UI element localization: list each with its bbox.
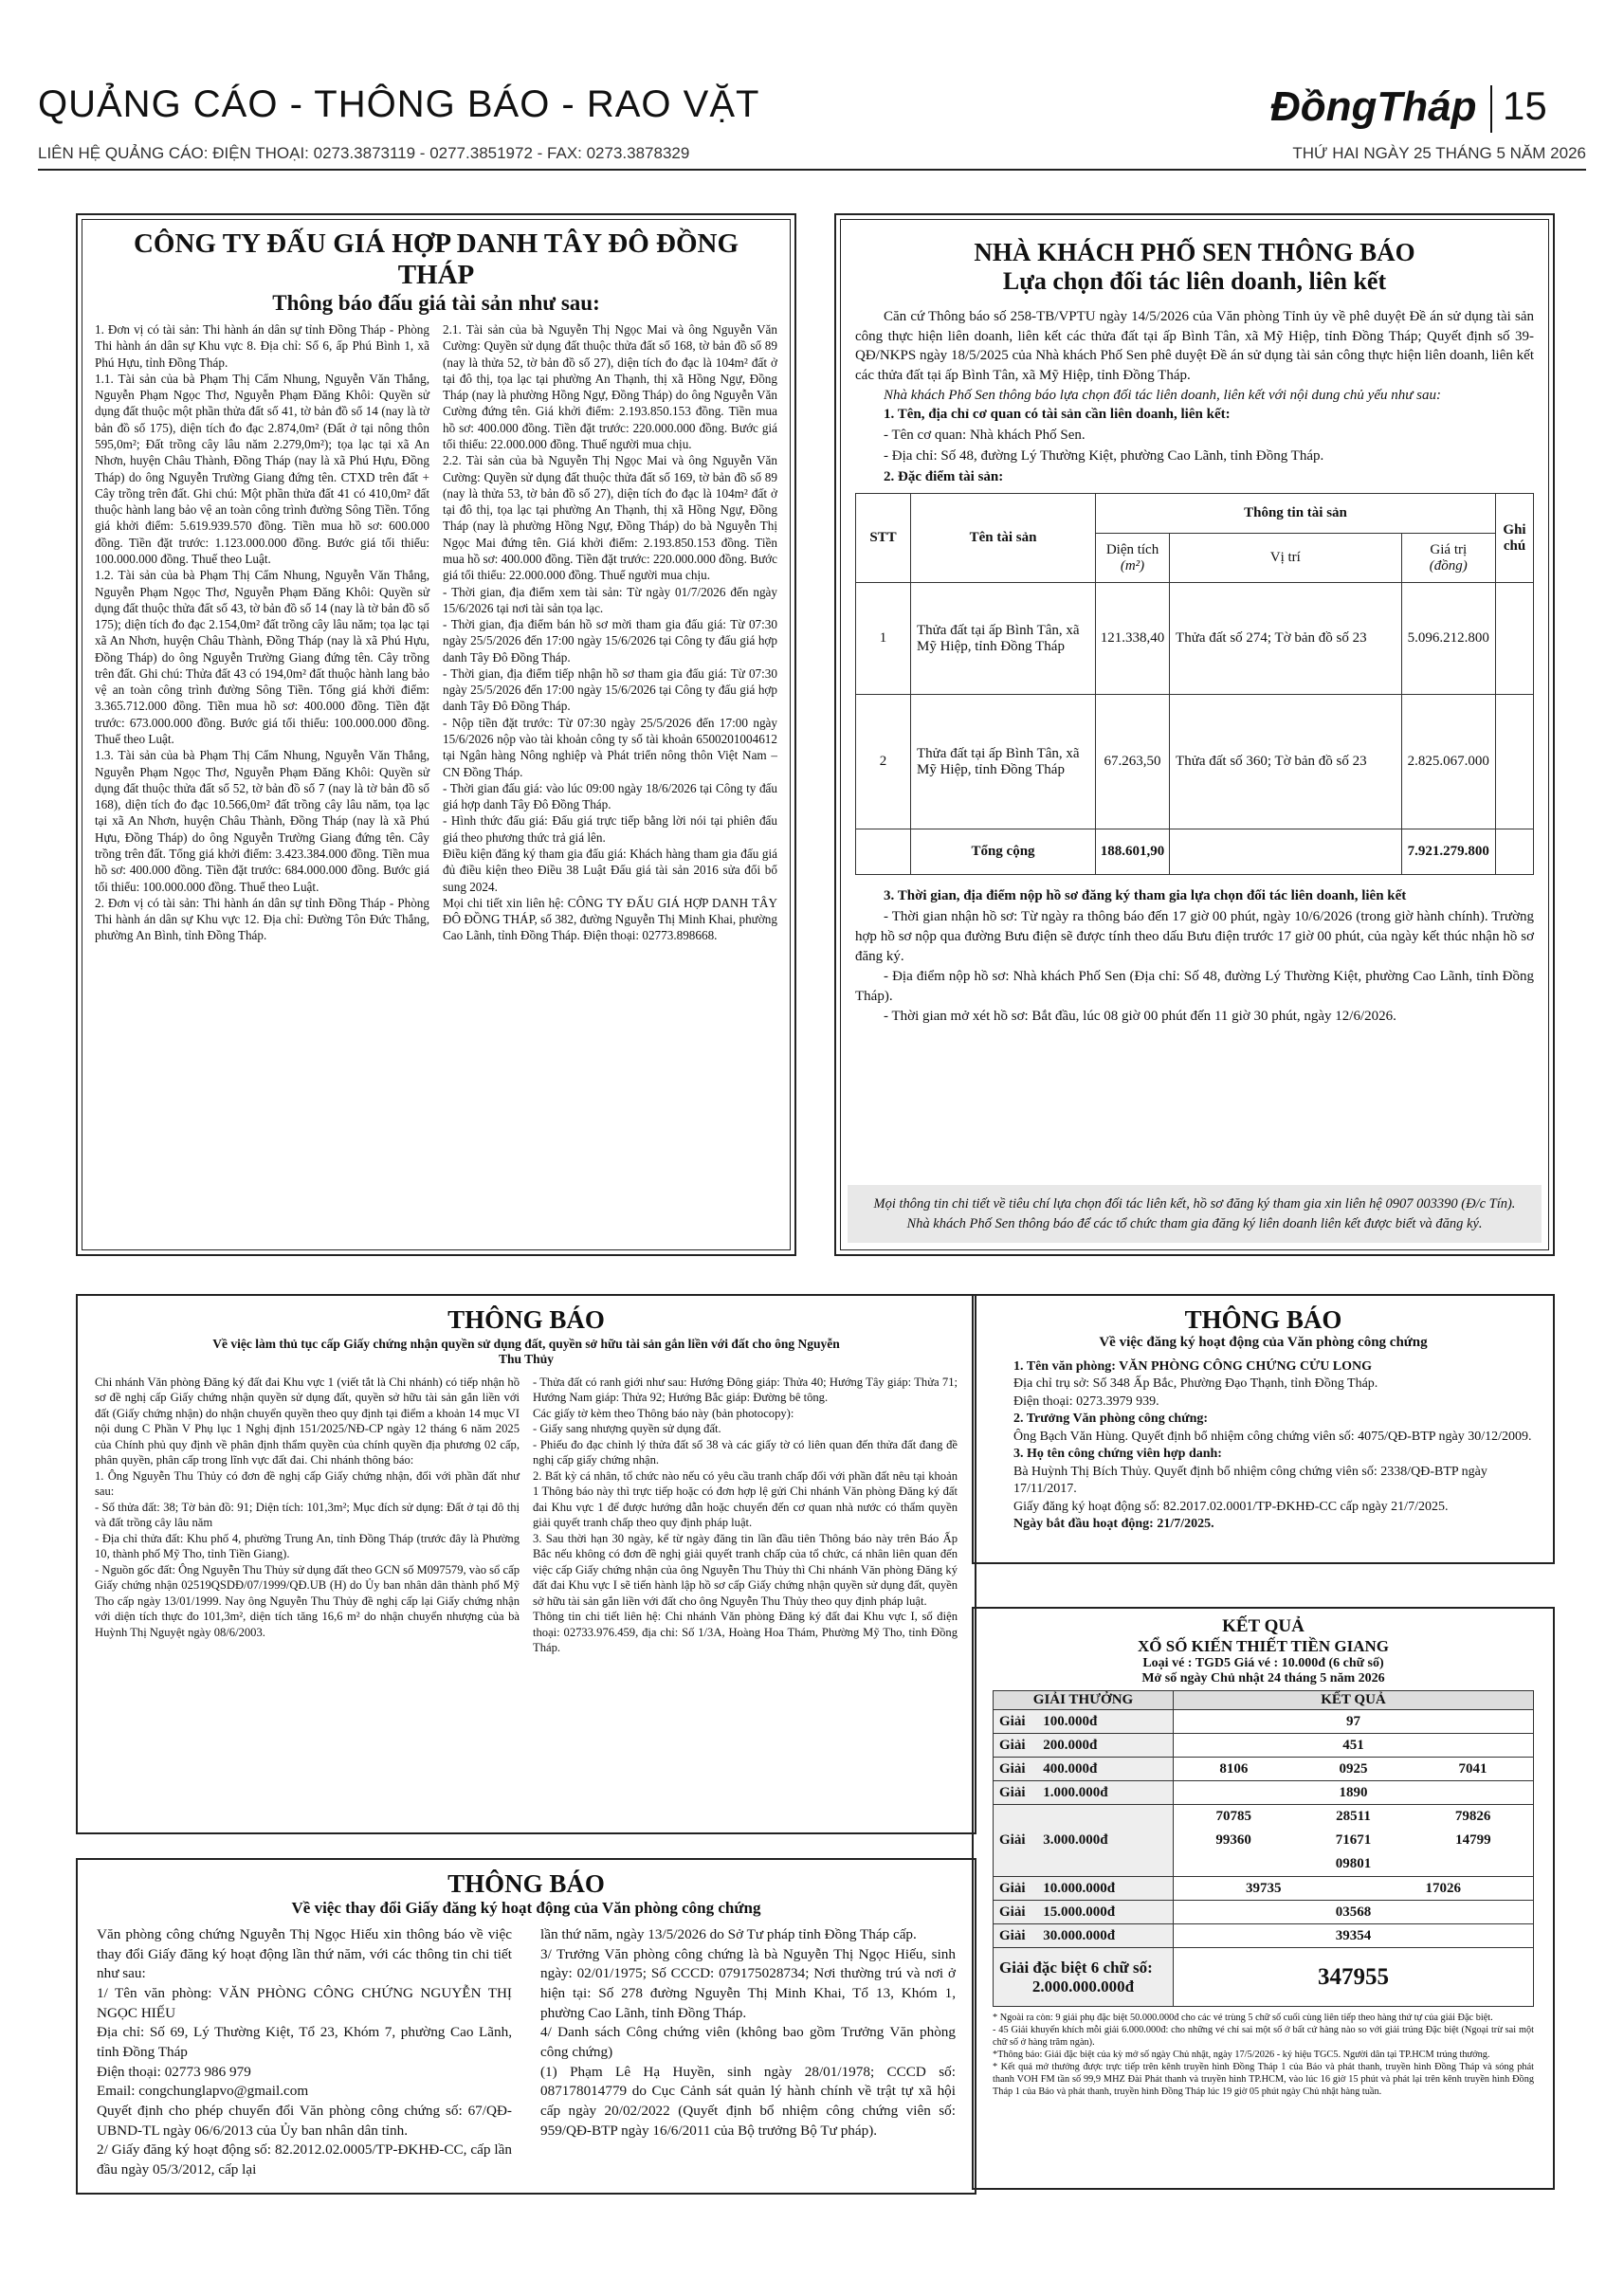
th-stt: STT [856,494,911,583]
notary1-l4: 2. Trưởng Văn phòng công chứng: [1013,1412,1209,1427]
notary1-subtitle: Về việc đăng ký hoạt động của Văn phòng công chứng [1099,1335,1428,1350]
guest-s1: 1. Tên, địa chỉ cơ quan có tài sản cần liên doanh, liên kết: [884,407,1231,423]
lottery-row: Giải 200.000đ 451 [994,1734,1534,1758]
lottery-special-row: Giải đặc biệt 6 chữ số: 2.000.000.000đ 347955 [994,1948,1534,2007]
lottery-row: Giải 15.000.000đ 03568 [994,1901,1534,1924]
guest-s3b: - Địa điểm nộp hồ sơ: Nhà khách Phố Sen (Địa chỉ: Số 48, đường Lý Thường Kiệt, phường Cao Lãnh, tỉnh Đồng Tháp). [855,969,1534,1005]
auction-title: CÔNG TY ĐẤU GIÁ HỢP DANH TÂY ĐÔ ĐỒNG THÁP [133,228,739,290]
lottery-row: Giải 100.000đ 97 [994,1710,1534,1734]
th-area: Diện tích (m²) [1096,534,1170,583]
page-number: 15 [1503,83,1547,128]
header-contact: LIÊN HỆ QUẢNG CÁO: ĐIỆN THOẠI: 0273.3873119 - 0277.3851972 - FAX: 0273.3878329 [38,144,690,162]
auction-col-2: 2.1. Tài sản của bà Nguyễn Thị Ngọc Mai và ông Nguyễn Văn Cường: Quyền sử dụng đất thuộc thửa đất số 168, tờ bản đồ số 89 (nay là thửa 52, tờ bản đồ số 27), diện tích đo đạc là 104m² đất ở tại đô thị, tọa lạc tại phường An Thạnh, thị xã Hồng Ngự, Đồng Tháp (nay là phường Hồng Ngự, Đồng Tháp) do ông Nguyễn Văn Cường đứng tên. Giá khởi điểm: 2.193.850.153 đồng. Tiền mua hồ sơ: 400.000 đồng. Tiền đặt trước: 220.000.000 đồng. Bước giá tối thiểu: 22.000.000 đồng. Thuế người mua chịu. 2.2. Tài sản của bà Nguyễn Thị Ngọc Mai và ông Nguyễn Văn Cường: Quyền sử dụng đất thuộc thửa đất số 169, tờ bản đồ số 89 (nay là thửa 53, tờ bản đồ số 27), diện tích đo đạc là 104m² đất ở tại đô thị, tọa lạc tại phường An Thạnh, thị xã Hồng Ngự, Đồng Tháp (nay là phường Hồng Ngự, Đồng Tháp) do bà Nguyễn Thị Ngọc Mai đứng tên. Giá khởi điểm: 2.193.850.153 đồng. Tiền mua hồ sơ: 400.000 đồng. Tiền đặt trước: 220.000.000 đồng. Bước giá tối thiểu: 22.000.000 đồng. Thuế người mua chịu. - Thời gian, địa điểm xem tài sản: Từ ngày 01/7/2026 đến ngày 15/6/2026 tại nơi tài sản tọa lạc. - Thời gian, địa điểm bán hồ sơ mời tham gia đấu giá: Từ 07:30 ngày 25/5/2026 đến 17:00 ngày 15/6/2026 tại Công ty đấu giá hợp danh Tây Đô Đồng Tháp. - Thời gian, địa điểm tiếp nhận hồ sơ tham gia đấu giá: Từ 07:30 ngày 25/5/2026 đến 17:00 ngày 15/6/2026 tại Công ty đấu giá hợp danh Tây Đô Đồng Tháp. - Nộp tiền đặt trước: Từ 07:30 ngày 25/5/2026 đến 17:00 ngày 15/6/2026 nộp vào tài khoản công ty số tài khoản 6500201004612 tại Ngân hàng Nông nghiệp và Phát triển nông thôn Việt Nam – CN Đồng Tháp. - Thời gian đấu giá: vào lúc 09:00 ngày 18/6/2026 tại Công ty đấu giá hợp danh Tây Đô Đồng Tháp. - Hình thức đấu giá: Đấu giá trực tiếp bằng lời nói tại phiên đấu giá theo phương thức trả giá lên. Điều kiện đăng ký tham gia đấu giá: Khách hàng tham gia đấu giá đủ điều kiện theo Điều 38 Luật Đấu giá tài sản 2016 sửa đổi bổ sung 2024. Mọi chi tiết xin liên hệ: CÔNG TY ĐẤU GIÁ HỢP DANH TÂY ĐÔ ĐỒNG THÁP, số 382, đường Nguyễn Thị Minh Khai, phường Cao Lãnh, tỉnh Đồng Tháp. Điện thoại: 02773.898668. [443,322,777,943]
notary2-col-2: lần thứ năm, ngày 13/5/2026 do Sở Tư pháp tỉnh Đồng Tháp cấp. 3/ Trưởng Văn phòng công chứng là bà Nguyễn Thị Ngọc Hiếu, sinh ngày: 02/01/1975; Số CCCD: 079175028734; Nơi thường trú và nơi ở hiện tại: Số 278 đường Nguyễn Thị Minh Khai, Tổ 13, Khóm 1, phường Cao Lãnh, tỉnh Đồng Tháp. 4/ Danh sách Công chứng viên (không bao gồm Trưởng Văn phòng công chứng) (1) Phạm Lê Hạ Huyền, sinh ngày 28/01/1978; CCCD số: 087178014779 do Cục Cảnh sát quản lý hành chính về trật tự xã hội cấp ngày 20/02/2022 (Quyết định bổ nhiệm công chứng viên số: 959/QĐ-BTP ngày 16/6/2011 của Bộ trưởng Bộ Tư pháp). [540,1926,956,2139]
lottery-row: Giải 1.000.000đ 1890 [994,1781,1534,1805]
notary-registration-notice [972,1294,1555,1564]
notary1-l3: Điện thoại: 0273.3979 939. [1013,1394,1159,1409]
lottery-subtitle: XỔ SỐ KIẾN THIẾT TIỀN GIANG [1137,1637,1389,1655]
land-col-2: - Thửa đất có ranh giới như sau: Hướng Đông giáp: Thửa 40; Hướng Tây giáp: Thửa 71; Hướng Nam giáp: Thửa 92; Hướng Bắc giáp: Đường bê tông. Các giấy tờ kèm theo Thông báo này (bản photocopy): - Giấy sang nhượng quyền sử dụng đất. - Phiếu đo đạc chỉnh lý thửa đất số 38 và các giấy tờ có liên quan đến thửa đất đang đề nghị cấp giấy chứng nhận. 2. Bất kỳ cá nhân, tổ chức nào nếu có yêu cầu tranh chấp đối với phần đất nêu tại khoản 1 Thông báo này thì trực tiếp hoặc có đơn hợp lệ gửi Chi nhánh Văn phòng Đăng ký đất đai Khu vực 1 để được hướng dẫn hoặc chuyển đến cơ quan nhà nước có thẩm quyền giải quyết tranh chấp theo quy định pháp luật. 3. Sau thời hạn 30 ngày, kể từ ngày đăng tin lần đầu tiên Thông báo này trên Báo Ấp Bắc nếu không có đơn đề nghị giải quyết tranh chấp của tổ chức, cá nhân liên quan đến việc cấp Giấy chứng nhận của ông Nguyễn Thu Thủy thì Chi nhánh Văn phòng Đăng ký đất đai Khu vực I sẽ tiến hành lập hồ sơ cấp Giấy chứng nhận quyền sử dụng đất, quyền sở hữu tài sản gắn liền với đất cho ông Nguyễn Thu Thủy theo quy định pháp luật. Thông tin chi tiết liên hệ: Chi nhánh Văn phòng Đăng ký đất đai Khu vực I, số điện thoại: 02733.976.459, địa chỉ: Số 1/3A, Hoàng Hoa Thám, Phường Mỹ Tho, tỉnh Đồng Tháp. [533,1376,958,1655]
asset-table [855,493,1534,875]
notary1-title: THÔNG BÁO [1184,1305,1342,1334]
table-total-row: Tổng cộng 188.601,90 7.921.279.800 [856,829,1534,875]
guest-s1b: - Địa chỉ: Số 48, đường Lý Thường Kiệt, phường Cao Lãnh, tỉnh Đồng Tháp. [884,447,1324,464]
notary2-title: THÔNG BÁO [447,1869,605,1898]
guest-footer: Mọi thông tin chi tiết về tiêu chí lựa chọn đối tác liên kết, hồ sơ đăng ký tham gia xin liên hệ 0907 003390 (Đ/c Tín). Nhà khách Phố Sen thông báo để các tổ chức tham gia đăng ký liên doanh liên kết được biết và đăng ký. [848,1185,1542,1243]
notary1-l6: 3. Họ tên công chứng viên hợp danh: [1013,1447,1222,1462]
lottery-date: Mở số ngày Chủ nhật 24 tháng 5 năm 2026 [1141,1671,1385,1686]
guest-s3c: - Thời gian mở xét hồ sơ: Bắt đầu, lúc 08 giờ 00 phút đến 11 giờ 30 phút, ngày 12/6/2026. [884,1009,1396,1025]
lottery-notes: * Ngoài ra còn: 9 giải phụ đặc biệt 50.000.000đ cho các vé trùng 5 chữ số cuối cùng liên tiếp theo hàng thứ tự của giải Đặc biệt. - 45 Giải khuyến khích mỗi giải 6.000.000đ: cho những vé chỉ sai một số ở bất cứ hàng nào so với giải trúng Đặc biệt (Ngoại trừ sai một chữ số ở hàng trăm ngàn). *Thông báo: Giải đặc biệt của kỳ mở số ngày Chủ nhật, ngày 17/5/2026 - ký hiệu TGC5. Người dân tại TP.HCM trúng thưởng. * Kết quả mở thưởng được trực tiếp trên kênh truyền hình Đồng Tháp 1 của Báo và phát thanh, truyền hình Đồng Tháp và sóng phát thanh VOH FM tần số 99,9 MHZ Đài Phát thanh và truyền hình TP.HCM, vào lúc 16 giờ 15 phút và phát lại trên kênh truyền hình Đồng Tháp 1 của Báo và phát thanh, truyền hình Đồng Tháp lúc 19 giờ 05 phút ngày Chủ nhật hàng tuần. [993,2013,1534,2097]
newspaper-logo: ĐồngTháp [1270,83,1477,130]
notary-change-notice [76,1858,976,2195]
lottery-title: KẾT QUẢ [1222,1616,1305,1636]
auction-col-1: 1. Đơn vị có tài sản: Thi hành án dân sự tỉnh Đồng Tháp - Phòng Thi hành án dân sự Khu vực 8. Địa chỉ: Số 6, ấp Phú Bình 1, xã Phú Hựu, tỉnh Đồng Tháp. 1.1. Tài sản của bà Phạm Thị Cẩm Nhung, Nguyễn Văn Thắng, Nguyễn Phạm Ngọc Thơ, Nguyễn Phạm Đăng Khôi: Quyền sử dụng đất thuộc một phần thửa đất số 41, tờ bản đồ số 14 (nay là tờ bản đồ số 175), diện tích đo đạc 2.874,0m² (Đất ở tại nông thôn 595,0m²; Đất trồng cây lâu năm 2.279,0m²); tọa lạc tại xã An Nhơn, huyện Châu Thành, Đồng Tháp (nay là xã Phú Hựu, Đồng Tháp) do ông Nguyễn Trường Giang đứng tên. CTXD trên đất + Cây trồng trên đất. Ghi chú: Một phần thửa đất 41 có 410,0m² đất thuộc hành lang bảo vệ an toàn công trình đường Sông Tiền. Tổng giá khởi điểm: 5.619.939.570 đồng. Tiền mua hồ sơ: 600.000 đồng. Tiền đặt trước: 1.123.000.000 đồng. Bước giá tối thiểu: 100.000.000 đồng. Thuế theo Luật. 1.2. Tài sản của bà Phạm Thị Cẩm Nhung, Nguyễn Văn Thắng, Nguyễn Phạm Ngọc Thơ, Nguyễn Phạm Đăng Khôi: Quyền sử dụng đất thuộc thửa đất số 43, tờ bản đồ số 14 (nay là tờ bản đồ số 175); diện tích đo đạc 2.154,0m² đất trồng cây lâu năm; tọa lạc tại xã An Nhơn, huyện Châu Thành, Đồng Tháp (nay là xã Phú Hựu, Đồng Tháp) do ông Nguyễn Trường Giang đứng tên. Cây trồng trên đất. Ghi chú: Thửa đất 43 có 194,0m² đất thuộc hành lang bảo vệ an toàn công trình đường Sông Tiền. Tổng giá khởi điểm: 3.365.712.000 đồng. Tiền mua hồ sơ: 400.000 đồng. Tiền đặt trước: 673.000.000 đồng. Bước giá tối thiểu: 100.000.000 đồng. Thuế theo Luật. 1.3. Tài sản của bà Phạm Thị Cẩm Nhung, Nguyễn Văn Thắng, Nguyễn Phạm Ngọc Thơ, Nguyễn Phạm Đăng Khôi: Quyền sử dụng đất thuộc thửa đất số 52, tờ bản đồ số 7 (nay là tờ bản đồ số 168), diện tích đo đạc 10.566,0m² đất trồng cây lâu năm, tọa lạc tại xã An Nhơn, huyện Châu Thành, Đồng Tháp (nay là xã Phú Hựu, Đồng Tháp) do ông Nguyễn Trường Giang đứng tên. Cây trồng trên đất. Tổng giá khởi điểm: 3.423.384.000 đồng. Tiền mua hồ sơ: 400.000 đồng. Tiền đặt trước: 684.000.000 đồng. Bước giá tối thiểu: 100.000.000 đồng. Thuế theo Luật. 2. Đơn vị có tài sản: Thi hành án dân sự tỉnh Đồng Tháp - Phòng Thi hành án dân sự Khu vực 12. Địa chỉ: Đường Tôn Đức Thắng, phường An Bình, tỉnh Đồng Tháp. [95,322,429,943]
notary1-l5: Ông Bạch Văn Hùng. Quyết định bổ nhiệm công chứng viên số: 4075/QĐ-BTP ngày 30/12/2009. [1013,1429,1532,1444]
logo-divider [1490,85,1492,133]
table-row: 2 Thửa đất tại ấp Bình Tân, xã Mỹ Hiệp, tỉnh Đồng Tháp 67.263,50 Thửa đất số 360; Tờ bản đồ số 23 2.825.067.000 [856,695,1534,829]
notary2-col-1: Văn phòng công chứng Nguyễn Thị Ngọc Hiếu xin thông báo về việc thay đổi Giấy đăng ký hoạt động lần thứ năm, với các thông tin chi tiết như sau: 1/ Tên văn phòng: VĂN PHÒNG CÔNG CHỨNG NGUYỄN THỊ NGỌC HIẾU Địa chỉ: Số 69, Lý Thường Kiệt, Tổ 23, Khóm 7, phường Cao Lãnh, tỉnh Đồng Tháp Điện thoại: 02773 986 979 Email: congchunglapvo@gmail.com Quyết định cho phép chuyển đổi Văn phòng công chứng số: 67/QĐ-UBND-TL ngày 06/6/2013 của Ủy ban nhân dân tỉnh. 2/ Giấy đăng ký hoạt động số: 82.2012.02.0005/TP-ĐKHĐ-CC, cấp lần đầu ngày 05/3/2012, cấp lại [97,1926,512,2178]
auction-subtitle: Thông báo đấu giá tài sản như sau: [272,291,600,315]
lottery-table [993,1690,1534,2007]
auction-notice [76,213,796,1256]
notary1-l8: Giấy đăng ký hoạt động số: 82.2017.02.0001/TP-ĐKHĐ-CC cấp ngày 21/7/2025. [1013,1499,1449,1514]
lottery-row: Giải 400.000đ 8106 0925 7041 [994,1758,1534,1781]
notary2-subtitle: Về việc thay đổi Giấy đăng ký hoạt động của Văn phòng công chứng [291,1899,761,1917]
header-date: THỨ HAI NGÀY 25 THÁNG 5 NĂM 2026 [1292,144,1586,162]
lottery-h1: GIẢI THƯỞNG [994,1691,1174,1710]
guesthouse-intro: Căn cứ Thông báo số 258-TB/VPTU ngày 14/5/2026 của Văn phòng Tỉnh ủy về phê duyệt Đề án sử dụng tài sản công thực hiện liên doanh, liên kết các thửa đất tại ấp Bình Tân, xã Mỹ Hiệp, tỉnh Đồng Tháp; Quyết định số 39-QĐ/NKPS ngày 18/5/2025 của Nhà khách Phố Sen phê duyệt Đề án sử dụng tài sản công thực hiện liên doanh, liên kết các thửa đất tại ấp Bình Tân, xã Mỹ Hiệp, tỉnh Đồng Tháp. [855,309,1534,384]
lottery-row: Giải 3.000.000đ 70785 28511 79826 99360 71671 14799 09801 [994,1805,1534,1877]
guesthouse-title: NHÀ KHÁCH PHỐ SEN THÔNG BÁO [974,238,1415,266]
lottery-type: Loại vé : TGD5 Giá vé : 10.000đ (6 chữ số) [1142,1656,1384,1670]
table-row: 1 Thửa đất tại ấp Bình Tân, xã Mỹ Hiệp, tỉnh Đồng Tháp 121.338,40 Thửa đất số 274; Tờ bản đồ số 23 5.096.212.800 [856,583,1534,695]
header-rule [38,169,1586,171]
th-note: Ghi chú [1496,494,1534,583]
guest-s2: 2. Đặc điểm tài sản: [884,468,1004,484]
notary1-l2: Địa chỉ trụ sở: Số 348 Ấp Bắc, Phường Đạo Thạnh, tỉnh Đồng Tháp. [1013,1376,1378,1392]
guest-s3a: - Thời gian nhận hồ sơ: Từ ngày ra thông báo đến 17 giờ 00 phút, ngày 10/6/2026 (trong giờ hành chính). Trường hợp hồ sơ nộp qua đường Bưu điện sẽ được tính theo dấu Bưu điện trước 17 giờ 00 phút, của ngày kết thúc nhận hồ sơ đăng ký. [855,909,1534,965]
lottery-row: Giải 10.000.000đ 39735 17026 [994,1877,1534,1901]
land-col-1: Chi nhánh Văn phòng Đăng ký đất đai Khu vực 1 (viết tắt là Chi nhánh) có tiếp nhận hồ sơ đề nghị cấp Giấy chứng nhận quyền sử dụng đất, quyền sở hữu tài sản gắn liền với đất (Giấy chứng nhận) do nhận chuyển quyền theo quy định tại điểm a khoản 14 mục VI nội dung C Phần V Phụ lục 1 Nghị định 151/2025/NĐ-CP ngày 12 tháng 6 năm 2025 của Chính phủ quy định về phân định thẩm quyền của chính quyền địa phương 02 cấp, phân quyền, phân cấp trong lĩnh vực đất đai. Chi nhánh thông báo: 1. Ông Nguyễn Thu Thủy có đơn đề nghị cấp Giấy chứng nhận, đối với phần đất như sau: - Số thửa đất: 38; Tờ bản đồ: 91; Diện tích: 101,3m²; Mục đích sử dụng: Đất ở tại đô thị và đất trồng cây lâu năm - Địa chỉ thửa đất: Khu phố 4, phường Trung An, tỉnh Đồng Tháp (trước đây là Phường 10, thành phố Mỹ Tho, tỉnh Tiền Giang). - Nguồn gốc đất: Ông Nguyễn Thu Thủy sử dụng đất theo GCN số M097579, vào sổ cấp Giấy chứng nhận 02519QSDĐ/07/1999/QĐ.UB (H) do Ủy ban nhân dân thành phố Mỹ Tho cấp ngày 13/01/1999. Nay ông Nguyễn Thu Thủy đề nghị cấp lại Giấy chứng nhận với diện tích thực đo 101,3m², diện tích tăng 16,6 m² do nhận chuyển nhượng của bà Huỳnh Thị Nguyệt ngày 08/6/2003. [95,1376,520,1639]
land-certificate-notice [76,1294,976,1834]
guesthouse-intro2: Nhà khách Phố Sen thông báo lựa chọn đối tác liên doanh, liên kết với nội dung chủ yếu như sau: [884,387,1442,403]
th-loc: Vị trí [1170,534,1402,583]
section-title: QUẢNG CÁO - THÔNG BÁO - RAO VẶT [38,83,760,125]
lottery-row: Giải 30.000.000đ 39354 [994,1924,1534,1948]
lottery-results [972,1607,1555,2190]
guest-s1a: - Tên cơ quan: Nhà khách Phố Sen. [884,428,1086,444]
guest-s3: 3. Thời gian, địa điểm nộp hồ sơ đăng ký tham gia lựa chọn đối tác liên doanh, liên kết [884,888,1407,904]
th-name: Tên tài sản [911,494,1096,583]
notary1-l7: Bà Huỳnh Thị Bích Thủy. Quyết định bổ nhiệm công chứng viên số: 2338/QĐ-BTP ngày 17/11/2017. [1013,1464,1487,1497]
land-subtitle: Về việc làm thủ tục cấp Giấy chứng nhận quyền sử dụng đất, quyền sở hữu tài sản gắn liền với đất cho ông Nguyễn Thu Thủy [212,1337,840,1366]
th-info: Thông tin tài sản [1096,494,1496,534]
notary1-l9: Ngày bắt đầu hoạt động: 21/7/2025. [1013,1517,1214,1532]
notary1-l1: 1. Tên văn phòng: VĂN PHÒNG CÔNG CHỨNG CỬU LONG [1013,1359,1373,1374]
land-title: THÔNG BÁO [447,1305,605,1334]
guesthouse-notice [834,213,1555,1256]
th-val: Giá trị (đồng) [1401,534,1495,583]
lottery-h2: KẾT QUẢ [1174,1691,1534,1710]
guesthouse-subtitle: Lựa chọn đối tác liên doanh, liên kết [1002,267,1387,295]
